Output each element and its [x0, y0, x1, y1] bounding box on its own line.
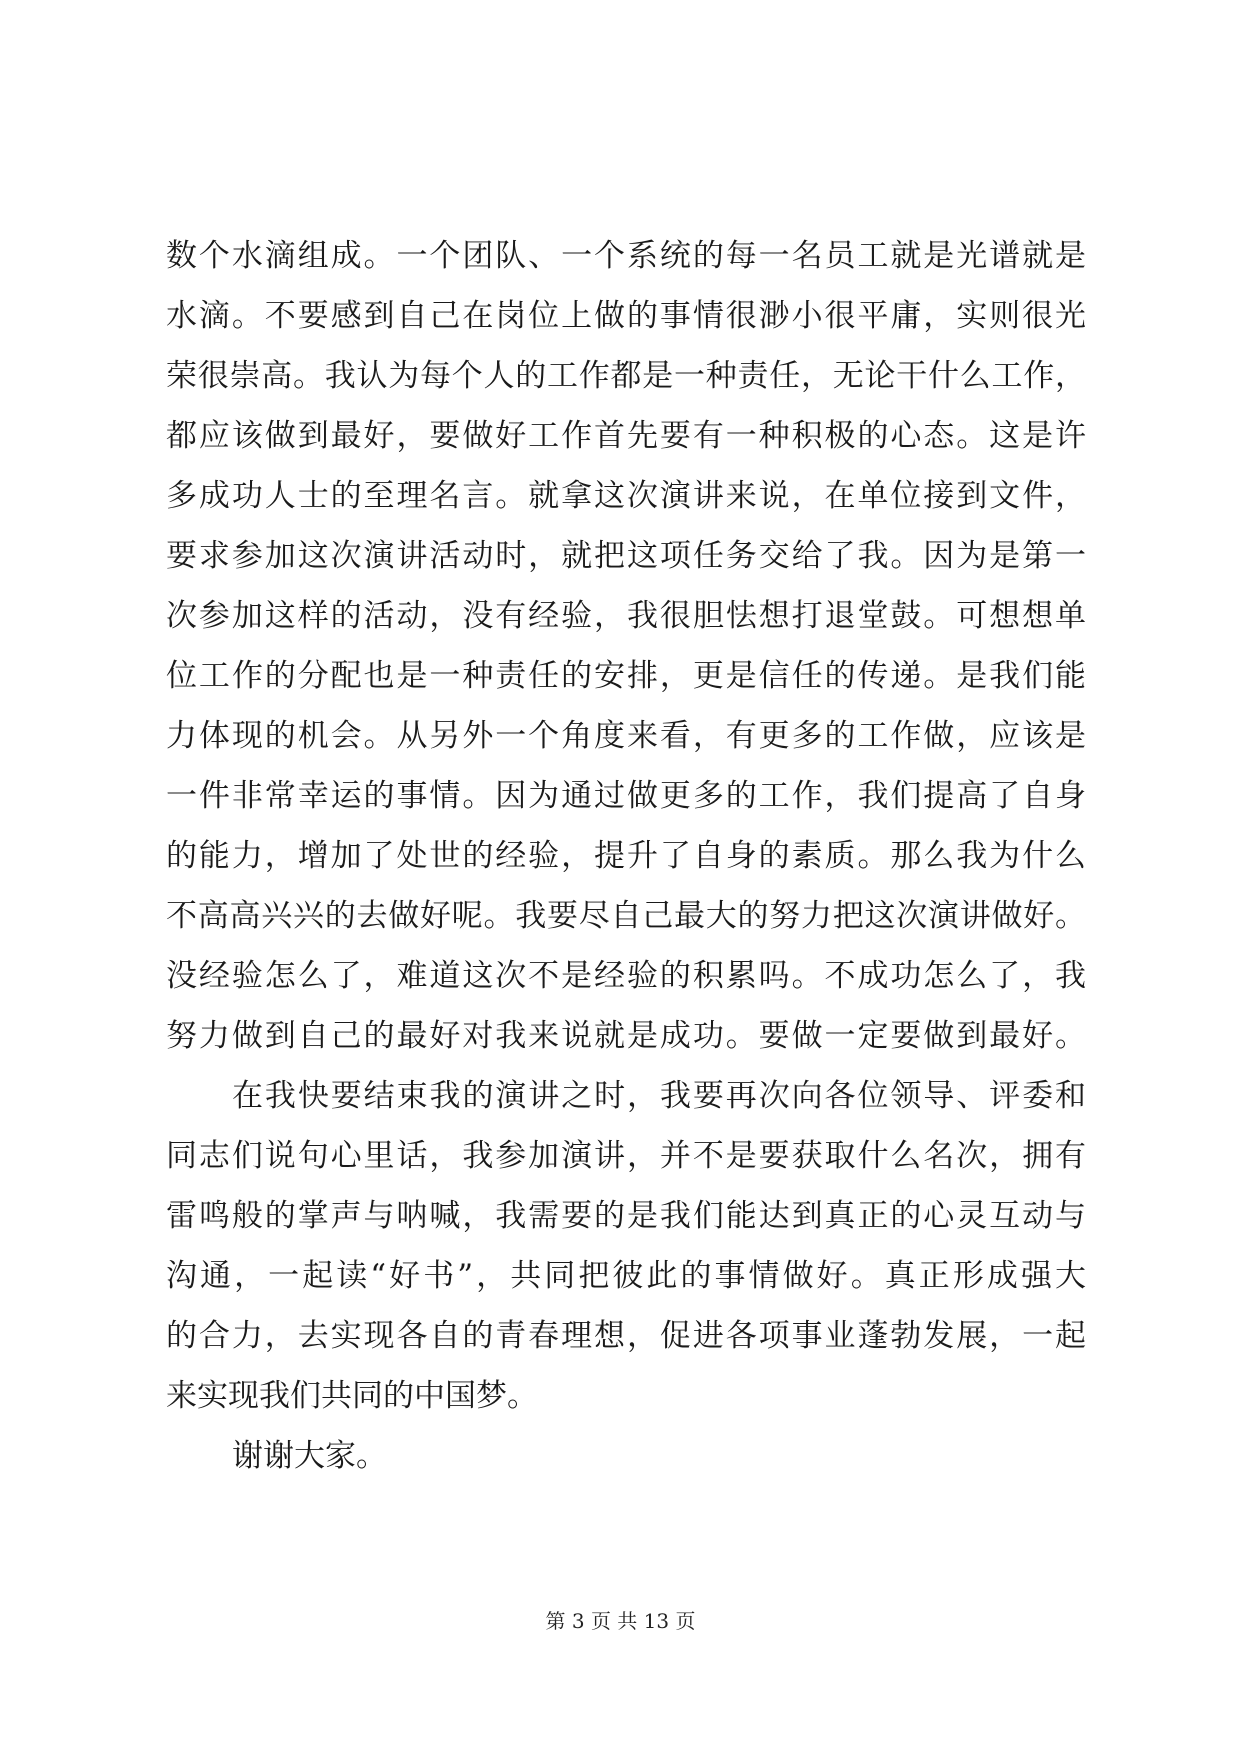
text-line: 的能力，增加了处世的经验，提升了自身的素质。那么我为什么 [166, 838, 1086, 874]
text-line: 的合力，去实现各自的青春理想，促进各项事业蓬勃发展，一起 [166, 1318, 1086, 1354]
text-line: 位工作的分配也是一种责任的安排，更是信任的传递。是我们能 [166, 658, 1086, 694]
text-line: 力体现的机会。从另外一个角度来看，有更多的工作做，应该是 [166, 718, 1086, 754]
text-line: 水滴。不要感到自己在岗位上做的事情很渺小很平庸，实则很光 [166, 298, 1086, 334]
text-line: 数个水滴组成。一个团队、一个系统的每一名员工就是光谱就是 [166, 238, 1086, 274]
text-line: 沟通，一起读“好书”，共同把彼此的事情做好。真正形成强大 [166, 1258, 1086, 1294]
body-text [166, 226, 1086, 1486]
text-line: 一件非常幸运的事情。因为通过做更多的工作，我们提高了自身 [166, 778, 1086, 814]
text-line: 次参加这样的活动，没有经验，我很胆怯想打退堂鼓。可想想单 [166, 598, 1086, 634]
text-line: 同志们说句心里话，我参加演讲，并不是要获取什么名次，拥有 [166, 1138, 1086, 1174]
page-footer: 第 3 页 共 13 页 [545, 1609, 696, 1633]
text-line: 都应该做到最好，要做好工作首先要有一种积极的心态。这是许 [166, 418, 1086, 454]
text-line: 要求参加这次演讲活动时，就把这项任务交给了我。因为是第一 [166, 538, 1086, 574]
text-line: 来实现我们共同的中国梦。 [166, 1378, 538, 1414]
text-line: 谢谢大家。 [232, 1438, 387, 1474]
text-line: 雷鸣般的掌声与呐喊，我需要的是我们能达到真正的心灵互动与 [166, 1198, 1086, 1234]
text-line: 多成功人士的至理名言。就拿这次演讲来说，在单位接到文件， [166, 478, 1086, 514]
text-line: 不高高兴兴的去做好呢。我要尽自己最大的努力把这次演讲做好。 [166, 898, 1086, 934]
text-line: 荣很崇高。我认为每个人的工作都是一种责任，无论干什么工作， [166, 358, 1086, 394]
paragraph [166, 1066, 1086, 1426]
paragraph [166, 1426, 1086, 1486]
text-line: 在我快要结束我的演讲之时，我要再次向各位领导、评委和 [232, 1078, 1086, 1114]
text-line: 没经验怎么了，难道这次不是经验的积累吗。不成功怎么了，我 [166, 958, 1086, 994]
text-line: 努力做到自己的最好对我来说就是成功。要做一定要做到最好。 [166, 1018, 1086, 1054]
paragraph [166, 226, 1086, 1066]
